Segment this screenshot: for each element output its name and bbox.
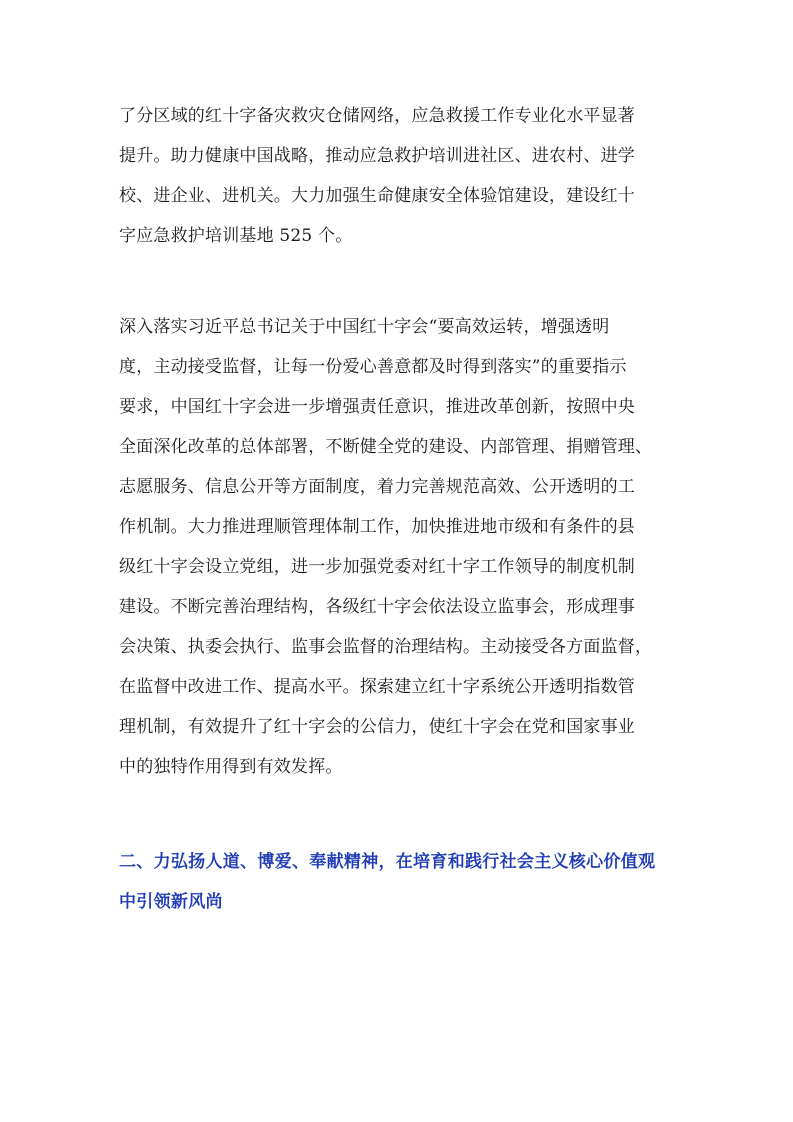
paragraph-line: 度，主动接受监督，让每一份爱心善意都及时得到落实”的重要指示 xyxy=(119,357,627,377)
paragraph-line: 了分区域的红十字备灾救灾仓储网络，应急救援工作专业化水平显著 xyxy=(119,106,635,126)
paragraph-line: 在监督中改进工作、提高水平。探索建立红十字系统公开透明指数管 xyxy=(119,677,635,697)
paragraph-line: 全面深化改革的总体部署，不断健全党的建设、内部管理、捐赠管理、 xyxy=(119,437,653,457)
paragraph-line: 志愿服务、信息公开等方面制度，着力完善规范高效、公开透明的工 xyxy=(119,477,635,497)
paragraph-line: 字应急救护培训基地 525 个。 xyxy=(119,226,353,246)
paragraph-line: 建设。不断完善治理结构，各级红十字会依法设立监事会，形成理事 xyxy=(119,597,635,617)
paragraph-line: 校、进企业、进机关。大力加强生命健康安全体验馆建设，建设红十 xyxy=(119,186,635,206)
paragraph-line: 理机制，有效提升了红十字会的公信力，使红十字会在党和国家事业 xyxy=(119,717,635,737)
paragraph-line: 会决策、执委会执行、监事会监督的治理结构。主动接受各方面监督， xyxy=(119,637,653,657)
heading-line: 中引领新风尚 xyxy=(119,892,223,912)
paragraph-line: 级红十字会设立党组，进一步加强党委对红十字工作领导的制度机制 xyxy=(119,557,635,577)
paragraph-line: 作机制。大力推进理顺管理体制工作，加快推进地市级和有条件的县 xyxy=(119,517,635,537)
paragraph-line: 要求，中国红十字会进一步增强责任意识，推进改革创新，按照中央 xyxy=(119,397,635,417)
heading-line: 二、力弘扬人道、博爱、奉献精神，在培育和践行社会主义核心价值观 xyxy=(119,852,656,872)
paragraph-line: 中的独特作用得到有效发挥。 xyxy=(119,757,343,777)
paragraph-line: 提升。助力健康中国战略，推动应急救护培训进社区、进农村、进学 xyxy=(119,146,635,166)
paragraph-line: 深入落实习近平总书记关于中国红十字会“要高效运转，增强透明 xyxy=(119,317,610,337)
